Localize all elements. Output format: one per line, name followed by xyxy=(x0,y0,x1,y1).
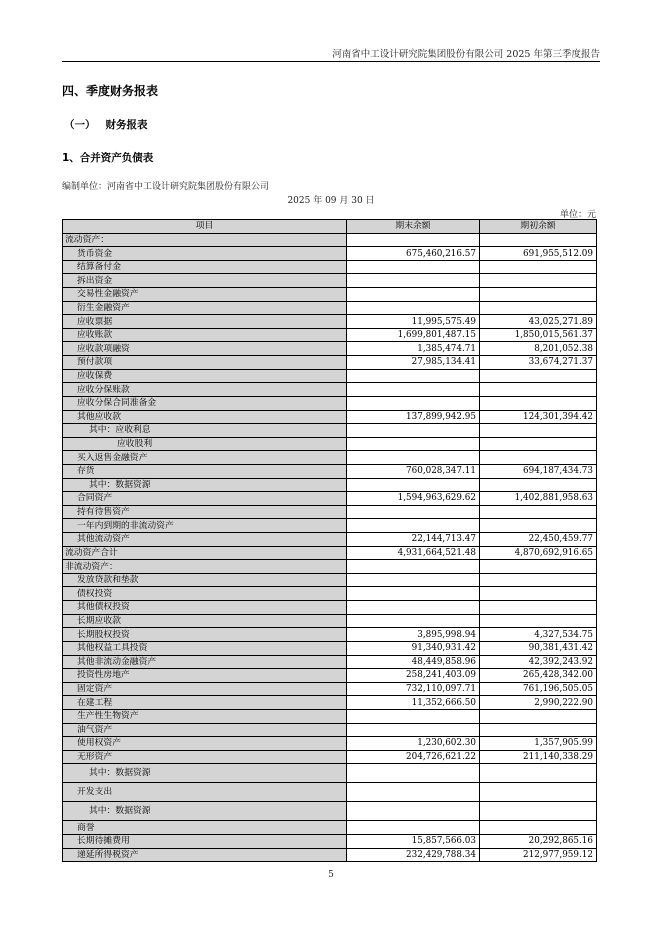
begin-balance-cell: 212,977,959.12 xyxy=(480,848,597,862)
table-body xyxy=(63,233,597,862)
begin-balance-cell: 8,201,052.38 xyxy=(480,342,597,356)
row-label: 预付款项 xyxy=(63,356,347,370)
end-balance-cell xyxy=(347,383,480,397)
row-label: 存货 xyxy=(63,464,347,478)
end-balance-cell xyxy=(347,764,480,783)
begin-balance-cell xyxy=(480,424,597,438)
end-balance-cell: 27,985,134.41 xyxy=(347,356,480,370)
row-label: 开发支出 xyxy=(63,783,347,802)
row-label: 衍生金融资产 xyxy=(63,301,347,315)
column-header-end-balance: 期末余额 xyxy=(347,220,480,234)
table-row xyxy=(63,783,597,802)
report-date: 2025 年 09 月 30 日 xyxy=(287,196,375,206)
begin-balance-cell: 43,025,271.89 xyxy=(480,315,597,329)
begin-balance-cell: 211,140,338.29 xyxy=(480,750,597,764)
row-label: 流动资产合计 xyxy=(63,546,347,560)
table-row xyxy=(63,260,597,274)
row-label: 流动资产： xyxy=(63,233,347,247)
begin-balance-cell xyxy=(480,260,597,274)
begin-balance-cell xyxy=(480,274,597,288)
table-row xyxy=(63,369,597,383)
begin-balance-cell: 4,870,692,916.65 xyxy=(480,546,597,560)
table-row xyxy=(63,601,597,615)
row-label: 固定资产 xyxy=(63,682,347,696)
begin-balance-cell: 20,292,865.16 xyxy=(480,834,597,848)
table-header-row xyxy=(63,220,597,234)
row-label: 买入返售金融资产 xyxy=(63,451,347,465)
row-label: 货币资金 xyxy=(63,247,347,261)
begin-balance-cell: 42,392,243.92 xyxy=(480,655,597,669)
row-label: 交易性金融资产 xyxy=(63,288,347,302)
end-balance-cell xyxy=(347,233,480,247)
table-row xyxy=(63,478,597,492)
begin-balance-cell xyxy=(480,573,597,587)
table-row xyxy=(63,356,597,370)
end-balance-cell: 760,028,347.11 xyxy=(347,464,480,478)
end-balance-cell xyxy=(347,560,480,574)
begin-balance-cell: 22,450,459.77 xyxy=(480,533,597,547)
table-row xyxy=(63,410,597,424)
table-row xyxy=(63,505,597,519)
column-header-begin-balance: 期初余额 xyxy=(480,220,597,234)
subsection-number: （一） xyxy=(64,119,96,131)
end-balance-cell: 3,895,998.94 xyxy=(347,628,480,642)
row-label: 油气资产 xyxy=(63,723,347,737)
table-row xyxy=(63,848,597,862)
table-row xyxy=(63,737,597,751)
end-balance-cell xyxy=(347,396,480,410)
row-label: 无形资产 xyxy=(63,750,347,764)
end-balance-cell xyxy=(347,519,480,533)
table-row xyxy=(63,315,597,329)
table-row xyxy=(63,723,597,737)
end-balance-cell xyxy=(347,614,480,628)
table-row xyxy=(63,669,597,683)
currency-unit: 单位：元 xyxy=(559,210,596,220)
table-row xyxy=(63,519,597,533)
end-balance-cell: 11,352,666.50 xyxy=(347,696,480,710)
table-row xyxy=(63,424,597,438)
table-row xyxy=(63,451,597,465)
table-row xyxy=(63,396,597,410)
begin-balance-cell xyxy=(480,369,597,383)
subsection-title xyxy=(64,117,148,132)
table-row xyxy=(63,533,597,547)
table-row xyxy=(63,709,597,723)
end-balance-cell xyxy=(347,723,480,737)
begin-balance-cell xyxy=(480,383,597,397)
end-balance-cell xyxy=(347,478,480,492)
table-row xyxy=(63,274,597,288)
begin-balance-cell xyxy=(480,301,597,315)
header-rule xyxy=(62,61,600,62)
table-row xyxy=(63,560,597,574)
end-balance-cell xyxy=(347,587,480,601)
table-row xyxy=(63,288,597,302)
begin-balance-cell xyxy=(480,723,597,737)
table-row xyxy=(63,802,597,821)
begin-balance-cell xyxy=(480,396,597,410)
row-label: 递延所得税资产 xyxy=(63,848,347,862)
begin-balance-cell: 2,990,222.90 xyxy=(480,696,597,710)
table-row xyxy=(63,546,597,560)
begin-balance-cell xyxy=(480,288,597,302)
row-label: 长期待摊费用 xyxy=(63,834,347,848)
end-balance-cell: 4,931,664,521.48 xyxy=(347,546,480,560)
row-label: 债权投资 xyxy=(63,587,347,601)
begin-balance-cell xyxy=(480,764,597,783)
end-balance-cell: 137,899,942.95 xyxy=(347,410,480,424)
end-balance-cell: 1,385,474.71 xyxy=(347,342,480,356)
table-row xyxy=(63,750,597,764)
row-label: 其中：应收利息 xyxy=(63,424,347,438)
row-label: 应收分保合同准备金 xyxy=(63,396,347,410)
row-label: 生产性生物资产 xyxy=(63,709,347,723)
subsection-label: 财务报表 xyxy=(105,119,148,131)
table-title: 1、合并资产负债表 xyxy=(62,152,154,164)
row-label: 长期股权投资 xyxy=(63,628,347,642)
row-label: 商誉 xyxy=(63,821,347,835)
begin-balance-cell xyxy=(480,233,597,247)
end-balance-cell xyxy=(347,451,480,465)
begin-balance-cell: 124,301,394.42 xyxy=(480,410,597,424)
end-balance-cell xyxy=(347,505,480,519)
table-row xyxy=(63,628,597,642)
end-balance-cell xyxy=(347,821,480,835)
end-balance-cell xyxy=(347,274,480,288)
begin-balance-cell: 4,327,534.75 xyxy=(480,628,597,642)
begin-balance-cell xyxy=(480,601,597,615)
begin-balance-cell xyxy=(480,478,597,492)
row-label: 一年内到期的非流动资产 xyxy=(63,519,347,533)
row-label: 应收保费 xyxy=(63,369,347,383)
table-row xyxy=(63,247,597,261)
row-label: 应收票据 xyxy=(63,315,347,329)
section-title: 四、季度财务报表 xyxy=(62,84,159,98)
begin-balance-cell xyxy=(480,587,597,601)
end-balance-cell: 91,340,931.42 xyxy=(347,641,480,655)
begin-balance-cell: 33,674,271.37 xyxy=(480,356,597,370)
end-balance-cell xyxy=(347,573,480,587)
row-label: 发放贷款和垫款 xyxy=(63,573,347,587)
end-balance-cell xyxy=(347,601,480,615)
end-balance-cell xyxy=(347,424,480,438)
column-header-item: 项目 xyxy=(63,220,347,234)
row-label: 结算备付金 xyxy=(63,260,347,274)
row-label: 其他流动资产 xyxy=(63,533,347,547)
begin-balance-cell: 1,357,905.99 xyxy=(480,737,597,751)
end-balance-cell: 22,144,713.47 xyxy=(347,533,480,547)
end-balance-cell xyxy=(347,709,480,723)
table-row xyxy=(63,233,597,247)
row-label: 其中：数据资源 xyxy=(63,764,347,783)
end-balance-cell: 675,460,216.57 xyxy=(347,247,480,261)
begin-balance-cell xyxy=(480,505,597,519)
end-balance-cell: 1,594,963,629.62 xyxy=(347,492,480,506)
end-balance-cell: 204,726,621.22 xyxy=(347,750,480,764)
begin-balance-cell: 1,850,015,561.37 xyxy=(480,328,597,342)
end-balance-cell xyxy=(347,437,480,451)
row-label: 应收账款 xyxy=(63,328,347,342)
end-balance-cell: 1,230,602.30 xyxy=(347,737,480,751)
row-label: 持有待售资产 xyxy=(63,505,347,519)
row-label: 非流动资产： xyxy=(63,560,347,574)
table-row xyxy=(63,328,597,342)
begin-balance-cell: 90,381,431.42 xyxy=(480,641,597,655)
begin-balance-cell xyxy=(480,802,597,821)
row-label: 在建工程 xyxy=(63,696,347,710)
begin-balance-cell xyxy=(480,519,597,533)
table-row xyxy=(63,492,597,506)
row-label: 其他债权投资 xyxy=(63,601,347,615)
page-number: 5 xyxy=(328,870,334,880)
row-label: 投资性房地产 xyxy=(63,669,347,683)
begin-balance-cell xyxy=(480,451,597,465)
begin-balance-cell xyxy=(480,783,597,802)
table-row xyxy=(63,641,597,655)
table-row xyxy=(63,696,597,710)
table-row xyxy=(63,342,597,356)
end-balance-cell xyxy=(347,783,480,802)
row-label: 应收股利 xyxy=(63,437,347,451)
row-label: 拆出资金 xyxy=(63,274,347,288)
row-label: 应收款项融资 xyxy=(63,342,347,356)
table-row xyxy=(63,464,597,478)
table-row xyxy=(63,682,597,696)
table-row xyxy=(63,821,597,835)
table-row xyxy=(63,834,597,848)
row-label: 其他应收款 xyxy=(63,410,347,424)
end-balance-cell: 11,995,575.49 xyxy=(347,315,480,329)
row-label: 其他权益工具投资 xyxy=(63,641,347,655)
begin-balance-cell: 694,187,434.73 xyxy=(480,464,597,478)
end-balance-cell xyxy=(347,369,480,383)
end-balance-cell: 258,241,403.09 xyxy=(347,669,480,683)
row-label: 合同资产 xyxy=(63,492,347,506)
end-balance-cell: 1,699,801,487.15 xyxy=(347,328,480,342)
end-balance-cell: 48,449,858.96 xyxy=(347,655,480,669)
end-balance-cell xyxy=(347,802,480,821)
begin-balance-cell xyxy=(480,560,597,574)
begin-balance-cell: 761,196,505.05 xyxy=(480,682,597,696)
end-balance-cell: 15,857,566.03 xyxy=(347,834,480,848)
row-label: 其中：数据资源 xyxy=(63,478,347,492)
end-balance-cell: 232,429,788.34 xyxy=(347,848,480,862)
end-balance-cell xyxy=(347,301,480,315)
row-label: 其他非流动金融资产 xyxy=(63,655,347,669)
row-label: 其中：数据资源 xyxy=(63,802,347,821)
table-row xyxy=(63,587,597,601)
begin-balance-cell: 265,428,342.00 xyxy=(480,669,597,683)
compiling-unit: 编制单位：河南省中工设计研究院集团股份有限公司 xyxy=(62,182,270,192)
row-label: 长期应收款 xyxy=(63,614,347,628)
end-balance-cell xyxy=(347,260,480,274)
end-balance-cell: 732,110,097.71 xyxy=(347,682,480,696)
table-row xyxy=(63,764,597,783)
page-header: 河南省中工设计研究院集团股份有限公司 2025 年第三季度报告 xyxy=(332,49,600,60)
balance-sheet-table xyxy=(62,219,597,862)
begin-balance-cell xyxy=(480,437,597,451)
begin-balance-cell: 1,402,881,958.63 xyxy=(480,492,597,506)
table-row xyxy=(63,655,597,669)
row-label: 应收分保账款 xyxy=(63,383,347,397)
table-row xyxy=(63,301,597,315)
begin-balance-cell xyxy=(480,709,597,723)
table-row xyxy=(63,573,597,587)
begin-balance-cell xyxy=(480,614,597,628)
end-balance-cell xyxy=(347,288,480,302)
table-row xyxy=(63,614,597,628)
begin-balance-cell xyxy=(480,821,597,835)
row-label: 使用权资产 xyxy=(63,737,347,751)
begin-balance-cell: 691,955,512.09 xyxy=(480,247,597,261)
table-row xyxy=(63,383,597,397)
table-row xyxy=(63,437,597,451)
